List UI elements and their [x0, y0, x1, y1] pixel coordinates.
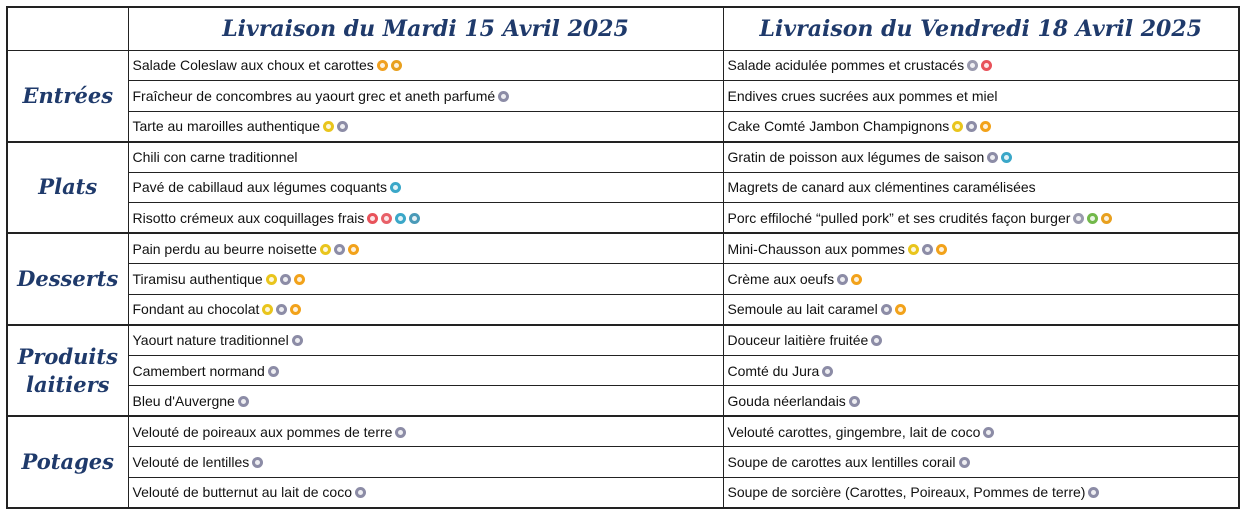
header-row — [7, 7, 1239, 50]
celery-icon — [377, 60, 388, 71]
milk-icon — [355, 487, 366, 498]
dish-name: Gouda néerlandais — [727, 392, 846, 409]
dish-friday — [723, 477, 1239, 508]
egg-icon — [895, 304, 906, 315]
category-label: Desserts — [7, 233, 128, 325]
milk-icon — [822, 366, 833, 377]
sesame-icon — [967, 60, 978, 71]
egg-icon — [348, 244, 359, 255]
mustard-icon — [1101, 213, 1112, 224]
dish-tuesday — [128, 386, 723, 417]
menu-body — [7, 50, 1239, 508]
mustard-icon — [391, 60, 402, 71]
dish-friday — [723, 294, 1239, 325]
gluten-icon — [320, 244, 331, 255]
dish-name: Magrets de canard aux clémentines caramélisées — [727, 179, 1036, 196]
dish-name: Salade acidulée pommes et crustacés — [727, 57, 965, 74]
dish-name: Fraîcheur de concombres au yaourt grec et aneth parfumé — [132, 87, 496, 104]
dish-name: Pavé de cabillaud aux légumes coquants — [132, 179, 388, 196]
dish-name: Camembert normand — [132, 362, 265, 379]
menu-row — [7, 325, 1239, 356]
menu-row — [7, 264, 1239, 295]
dish-name: Velouté carottes, gingembre, lait de coco — [727, 423, 981, 440]
menu-row — [7, 355, 1239, 386]
milk-icon — [276, 304, 287, 315]
dish-tuesday — [128, 264, 723, 295]
dish-friday — [723, 142, 1239, 173]
dish-friday — [723, 264, 1239, 295]
category-label: Entrées — [7, 50, 128, 142]
dish-friday — [723, 81, 1239, 112]
dish-name: Comté du Jura — [727, 362, 820, 379]
dish-tuesday — [128, 50, 723, 81]
menu-row — [7, 294, 1239, 325]
dish-name: Tarte au maroilles authentique — [132, 118, 321, 135]
milk-icon — [238, 396, 249, 407]
dish-tuesday — [128, 447, 723, 478]
dish-tuesday — [128, 111, 723, 142]
milk-icon — [837, 274, 848, 285]
dish-name: Pain perdu au beurre noisette — [132, 240, 317, 257]
dish-name: Semoule au lait caramel — [727, 301, 878, 318]
milk-icon — [987, 152, 998, 163]
dish-tuesday — [128, 477, 723, 508]
dish-friday — [723, 355, 1239, 386]
dish-tuesday — [128, 294, 723, 325]
milk-icon — [849, 396, 860, 407]
corner-cell — [7, 7, 128, 50]
dish-tuesday — [128, 81, 723, 112]
dish-name: Mini-Chausson aux pommes — [727, 240, 905, 257]
milk-icon — [268, 366, 279, 377]
menu-row — [7, 142, 1239, 173]
milk-icon — [966, 121, 977, 132]
dish-tuesday — [128, 142, 723, 173]
dish-friday — [723, 325, 1239, 356]
dish-friday — [723, 172, 1239, 203]
milk-icon — [922, 244, 933, 255]
dish-name: Gratin de poisson aux légumes de saison — [727, 149, 985, 166]
dish-friday — [723, 111, 1239, 142]
dish-name: Yaourt nature traditionnel — [132, 332, 289, 349]
dish-tuesday — [128, 203, 723, 234]
egg-icon — [290, 304, 301, 315]
dish-name: Fondant au chocolat — [132, 301, 260, 318]
day1-header: Livraison du Mardi 15 Avril 2025 — [128, 7, 723, 50]
menu-row — [7, 386, 1239, 417]
crustacean-icon — [367, 213, 378, 224]
menu-row — [7, 203, 1239, 234]
fish-icon — [390, 182, 401, 193]
dish-name: Porc effiloché “pulled pork” et ses crudités façon burger — [727, 209, 1071, 226]
mollusc-icon — [381, 213, 392, 224]
menu-row — [7, 416, 1239, 447]
dish-name: Soupe de carottes aux lentilles corail — [727, 454, 956, 471]
dish-name: Bleu d'Auvergne — [132, 392, 235, 409]
gluten-icon — [266, 274, 277, 285]
milk-icon — [1088, 487, 1099, 498]
category-label: Potages — [7, 416, 128, 508]
fish-icon — [1001, 152, 1012, 163]
milk-icon — [881, 304, 892, 315]
dish-name: Salade Coleslaw aux choux et carottes — [132, 57, 374, 74]
category-label: Produits laitiers — [7, 325, 128, 417]
category-label: Plats — [7, 142, 128, 234]
milk-icon — [334, 244, 345, 255]
dish-name: Endives crues sucrées aux pommes et miel — [727, 87, 998, 104]
menu-row — [7, 447, 1239, 478]
dish-friday — [723, 233, 1239, 264]
menu-row — [7, 477, 1239, 508]
egg-icon — [294, 274, 305, 285]
dish-friday — [723, 203, 1239, 234]
menu-table — [6, 6, 1240, 509]
milk-icon — [498, 91, 509, 102]
milk-icon — [280, 274, 291, 285]
egg-icon — [851, 274, 862, 285]
milk-icon — [252, 457, 263, 468]
day2-header: Livraison du Vendredi 18 Avril 2025 — [723, 7, 1239, 50]
egg-icon — [936, 244, 947, 255]
fish-icon — [395, 213, 406, 224]
gluten-icon — [323, 121, 334, 132]
dish-name: Tiramisu authentique — [132, 270, 263, 287]
dish-tuesday — [128, 233, 723, 264]
dish-tuesday — [128, 325, 723, 356]
gluten-icon — [908, 244, 919, 255]
dish-friday — [723, 416, 1239, 447]
sesame-icon — [1073, 213, 1084, 224]
dish-tuesday — [128, 172, 723, 203]
egg-icon — [980, 121, 991, 132]
nut-icon — [409, 213, 420, 224]
dish-friday — [723, 447, 1239, 478]
milk-icon — [983, 427, 994, 438]
dish-name: Risotto crémeux aux coquillages frais — [132, 209, 365, 226]
milk-icon — [871, 335, 882, 346]
milk-icon — [337, 121, 348, 132]
menu-row — [7, 50, 1239, 81]
dish-name: Velouté de butternut au lait de coco — [132, 484, 352, 501]
dish-tuesday — [128, 416, 723, 447]
gluten-icon — [952, 121, 963, 132]
dish-name: Cake Comté Jambon Champignons — [727, 118, 950, 135]
dish-friday — [723, 50, 1239, 81]
menu-row — [7, 172, 1239, 203]
dish-name: Soupe de sorcière (Carottes, Poireaux, Pommes de terre) — [727, 484, 1086, 501]
milk-icon — [292, 335, 303, 346]
soy-icon — [1087, 213, 1098, 224]
menu-row — [7, 81, 1239, 112]
gluten-icon — [262, 304, 273, 315]
menu-row — [7, 111, 1239, 142]
dish-name: Crème aux oeufs — [727, 270, 835, 287]
dish-tuesday — [128, 355, 723, 386]
milk-icon — [959, 457, 970, 468]
menu-row — [7, 233, 1239, 264]
crustacean-icon — [981, 60, 992, 71]
dish-name: Velouté de poireaux aux pommes de terre — [132, 423, 393, 440]
dish-name: Chili con carne traditionnel — [132, 149, 298, 166]
dish-name: Velouté de lentilles — [132, 454, 250, 471]
dish-name: Douceur laitière fruitée — [727, 332, 869, 349]
milk-icon — [395, 427, 406, 438]
dish-friday — [723, 386, 1239, 417]
